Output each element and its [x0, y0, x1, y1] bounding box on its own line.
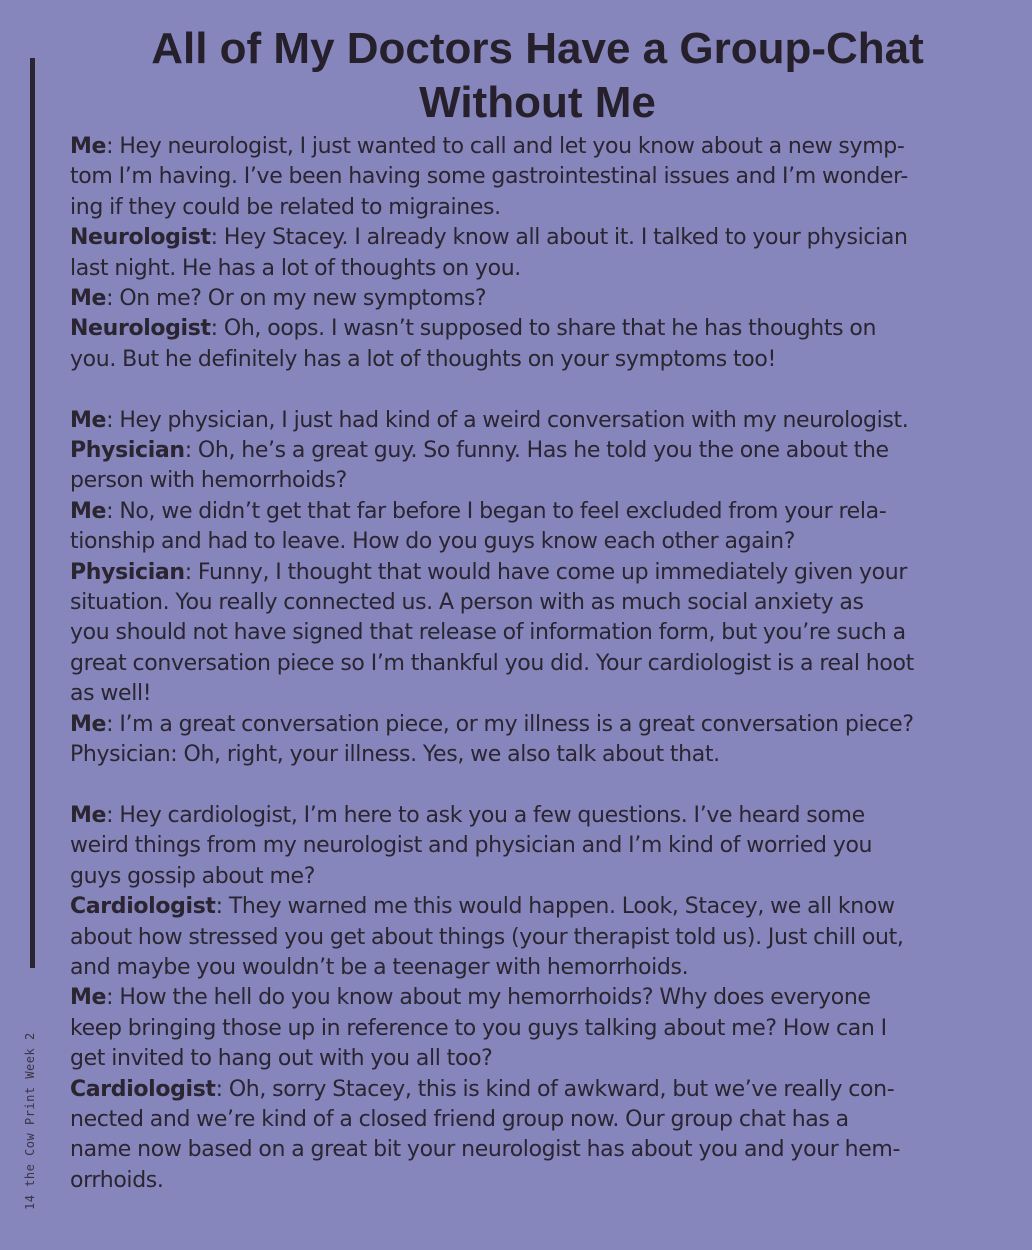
line-text: Physician: Oh, right, your illness. Yes, we also talk about that. — [70, 742, 720, 768]
speaker-name: Neurologist — [70, 316, 211, 342]
speaker-name: Neurologist — [70, 225, 211, 251]
dialogue-line — [70, 314, 1015, 375]
line-text: : Hey Stacey. I already know all about it. I talked to your physician last night. He has a lot of thoughts on you. — [70, 225, 908, 281]
dialogue-line — [70, 801, 1015, 892]
vertical-rule — [30, 58, 35, 968]
speaker-name: Physician — [70, 559, 185, 585]
line-text: : I’m a great conversation piece, or my illness is a great conversation piece? — [106, 711, 914, 737]
page-folio: 14 the Cow Print Week 2 — [23, 1032, 37, 1210]
line-text: : Oh, oops. I wasn’t supposed to share that he has thoughts on you. But he definitely has a lot of thoughts on your symptoms too! — [70, 316, 877, 372]
speaker-name: Me — [70, 407, 107, 433]
dialogue-line — [70, 223, 1015, 284]
dialogue-line — [70, 740, 1015, 770]
line-text: : How the hell do you know about my hemorrhoids? Why does everyone keep bringing those up in reference to you guys talking about me? How can I get invited to hang out with you all too? — [70, 985, 887, 1072]
section-spacer — [70, 375, 1015, 405]
dialogue-line — [70, 710, 1015, 740]
speaker-name: Me — [70, 985, 107, 1011]
speaker-name: Me — [70, 286, 107, 312]
dialogue-line — [70, 983, 1015, 1074]
article-title — [70, 22, 1005, 130]
line-text: : Oh, he’s a great guy. So funny. Has he told you the one about the person with hemorrhoids? — [70, 438, 889, 494]
dialogue-line — [70, 132, 1015, 223]
speaker-name: Cardiologist — [70, 894, 216, 920]
speaker-name: Me — [70, 802, 107, 828]
dialogue-line — [70, 892, 1015, 983]
speaker-name: Me — [70, 498, 107, 524]
line-text: : Hey physician, I just had kind of a weird conversation with my neurologist. — [106, 407, 909, 433]
line-text: : Funny, I thought that would have come up immediately given your situation. You really connected us. A person with as much social anxiety as you should not have signed that release of information form, but you’re such a great conversation piece so I’m thankful you did. Your cardiologist is a real hoot as well! — [70, 559, 914, 707]
speaker-name: Me — [70, 134, 107, 159]
title-line-1: All of My Doctors Have a Group-Chat — [151, 24, 924, 73]
dialogue-body — [70, 132, 1015, 1196]
line-text: : Hey cardiologist, I’m here to ask you a few questions. I’ve heard some weird things from my neurologist and physician and I’m kind of worried you guys gossip about me? — [70, 802, 873, 889]
dialogue-line — [70, 558, 1015, 710]
section-spacer — [70, 771, 1015, 801]
line-text: : No, we didn’t get that far before I began to feel excluded from your rela- tionship and had to leave. How do you guys know each other again? — [70, 498, 887, 555]
dialogue-line — [70, 436, 1015, 497]
speaker-name: Me — [70, 711, 107, 737]
dialogue-line — [70, 284, 1015, 314]
speaker-name: Cardiologist — [70, 1076, 216, 1102]
dialogue-line — [70, 497, 1015, 558]
line-text: : On me? Or on my new symptoms? — [106, 286, 487, 312]
line-text: : They warned me this would happen. Look, Stacey, we all know about how stressed you get about things (your therapist told us). Just chill out, and maybe you wouldn’t be a teenager with hemorrhoids. — [70, 894, 904, 980]
title-line-2: Without Me — [419, 78, 656, 127]
speaker-name: Physician — [70, 438, 185, 464]
dialogue-line — [70, 406, 1015, 436]
line-text: : Oh, sorry Stacey, this is kind of awkward, but we’ve really con- nected and we’re kind of a closed friend group now. Our group chat has a name now based on a great bit your neurologist has about you and your hem- orrhoids. — [70, 1076, 901, 1193]
dialogue-line — [70, 1075, 1015, 1197]
line-text: : Hey neurologist, I just wanted to call and let you know about a new symp- tom I’m having. I’ve been having some gastrointestinal issues and I’m wonder- ing if they could be related to migraines. — [70, 134, 908, 220]
